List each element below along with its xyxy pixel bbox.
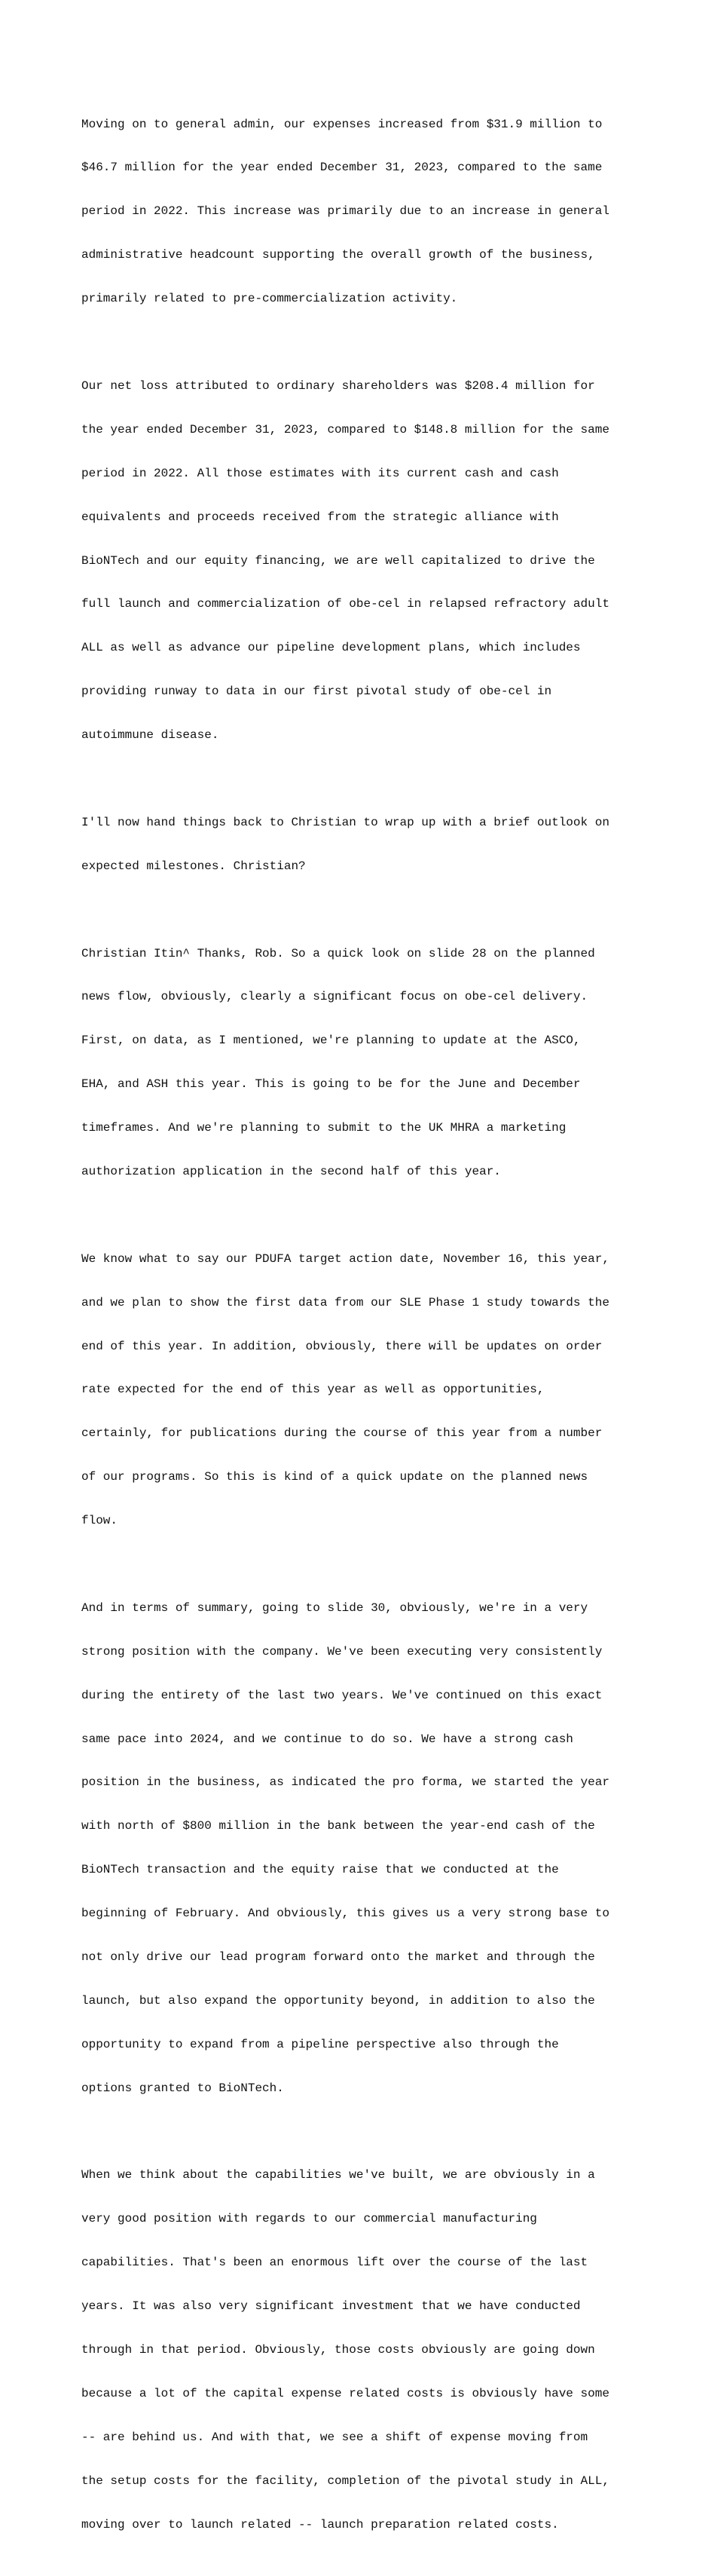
text-line: period in 2022. This increase was primarily due to an increase in general — [81, 204, 609, 219]
text-line: the year ended December 31, 2023, compared to $148.8 million for the same — [81, 422, 609, 436]
text-line: expected milestones. Christian? — [81, 859, 306, 873]
text-line: autoimmune disease. — [81, 728, 219, 743]
text-line: end of this year. In addition, obviously, there will be updates on order — [81, 1339, 603, 1353]
text-line: of our programs. So this is kind of a quick update on the planned news — [81, 1470, 588, 1484]
text-line: ALL as well as advance our pipeline development plans, which includes — [81, 641, 581, 655]
text-line: Christian Itin^ Thanks, Rob. So a quick look on slide 28 on the planned — [81, 946, 595, 960]
text-line: administrative headcount supporting the overall growth of the business, — [81, 248, 595, 262]
text-line: opportunity to expand from a pipeline perspective also through the — [81, 2037, 559, 2051]
text-line: and we plan to show the first data from our SLE Phase 1 study towards the — [81, 1295, 609, 1309]
text-line: We know what to say our PDUFA target action date, November 16, this year, — [81, 1251, 609, 1266]
text-line: authorization application in the second half of this year. — [81, 1164, 501, 1178]
text-line: launch, but also expand the opportunity beyond, in addition to also the — [81, 1993, 595, 2008]
text-line: flow. — [81, 1514, 118, 1528]
paragraph-news-flow — [81, 917, 654, 1208]
text-line: moving over to launch related -- launch preparation related costs. — [81, 2517, 559, 2532]
text-line: rate expected for the end of this year as well as opportunities, — [81, 1383, 545, 1397]
text-line: $46.7 million for the year ended December 31, 2023, compared to the same — [81, 161, 603, 175]
text-line: Our net loss attributed to ordinary shareholders was $208.4 million for — [81, 378, 595, 393]
text-line: First, on data, as I mentioned, we're planning to update at the ASCO, — [81, 1034, 581, 1048]
text-line: timeframes. And we're planning to submit to the UK MHRA a marketing — [81, 1121, 567, 1135]
text-line: capabilities. That's been an enormous lift over the course of the last — [81, 2256, 588, 2270]
text-line: full launch and commercialization of obe-cel in relapsed refractory adult — [81, 597, 609, 611]
text-line: not only drive our lead program forward onto the market and through the — [81, 1950, 595, 1964]
text-line: very good position with regards to our commercial manufacturing — [81, 2212, 537, 2226]
text-line: When we think about the capabilities we've built, we are obviously in a — [81, 2168, 595, 2182]
text-line: through in that period. Obviously, those costs obviously are going down — [81, 2343, 595, 2357]
paragraph-pdufa — [81, 1223, 654, 1558]
text-line: options granted to BioNTech. — [81, 2081, 284, 2095]
text-line: the setup costs for the facility, completion of the pivotal study in ALL, — [81, 2473, 609, 2488]
text-line: beginning of February. And obviously, this gives us a very strong base to — [81, 1907, 609, 1921]
text-line: BioNTech and our equity financing, we are well capitalized to drive the — [81, 553, 595, 568]
text-line: because a lot of the capital expense related costs is obviously have some — [81, 2386, 609, 2400]
text-line: BioNTech transaction and the equity raise that we conducted at the — [81, 1863, 559, 1877]
text-line: strong position with the company. We've been executing very consistently — [81, 1644, 603, 1659]
text-line: position in the business, as indicated the pro forma, we started the year — [81, 1775, 609, 1790]
text-line: -- are behind us. And with that, we see a shift of expense moving from — [81, 2430, 588, 2444]
paragraph-summary — [81, 1572, 654, 2124]
text-line: with north of $800 million in the bank between the year-end cash of the — [81, 1819, 595, 1833]
paragraph-capabilities — [81, 2140, 654, 2562]
paragraph-net-loss — [81, 350, 654, 772]
text-line: period in 2022. All those estimates with its current cash and cash — [81, 466, 559, 480]
text-line: And in terms of summary, going to slide 30, obviously, we're in a very — [81, 1600, 588, 1615]
text-line: equivalents and proceeds received from the strategic alliance with — [81, 510, 559, 524]
transcript-page — [81, 88, 654, 2576]
text-line: Moving on to general admin, our expenses increased from $31.9 million to — [81, 117, 603, 131]
text-line: EHA, and ASH this year. This is going to be for the June and December — [81, 1077, 581, 1092]
text-line: certainly, for publications during the course of this year from a number — [81, 1426, 603, 1441]
text-line: I'll now hand things back to Christian to wrap up with a brief outlook on — [81, 815, 609, 829]
text-line: primarily related to pre-commercialization activity. — [81, 292, 458, 306]
text-line: years. It was also very significant investment that we have conducted — [81, 2299, 581, 2314]
text-line: during the entirety of the last two years. We've continued on this exact — [81, 1688, 603, 1702]
text-line: news flow, obviously, clearly a significant focus on obe-cel delivery. — [81, 990, 588, 1004]
paragraph-general-admin — [81, 88, 654, 335]
text-line: same pace into 2024, and we continue to do so. We have a strong cash — [81, 1732, 573, 1746]
text-line: providing runway to data in our first pivotal study of obe-cel in — [81, 685, 552, 699]
paragraph-handoff — [81, 786, 654, 902]
